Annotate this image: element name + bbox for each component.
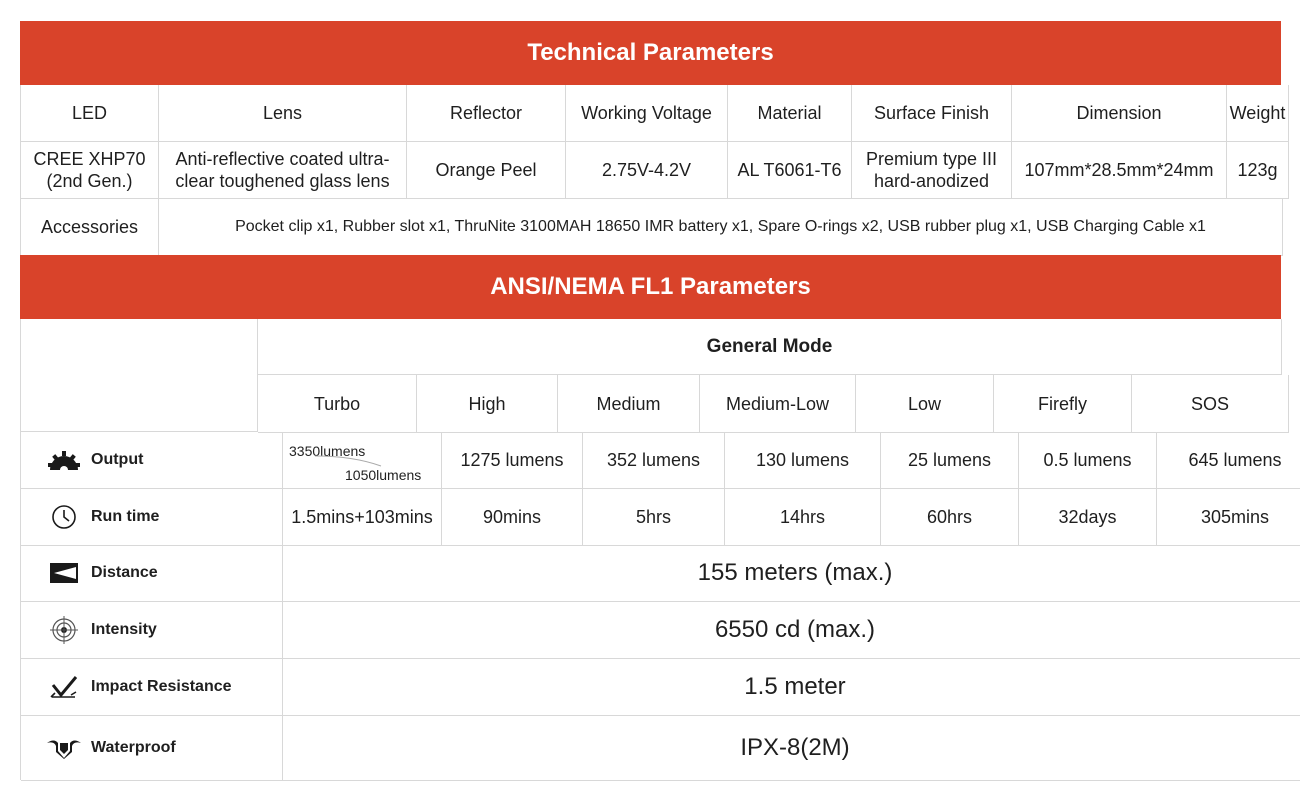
- intensity-value: 6550 cd (max.): [283, 601, 1300, 659]
- value-weight: 123g: [1227, 141, 1289, 199]
- value-dimension: 107mm*28.5mm*24mm: [1012, 141, 1227, 199]
- finish-line2: hard-anodized: [873, 170, 990, 191]
- runtime-turbo: 1.5mins+103mins: [283, 488, 442, 546]
- general-mode-header: General Mode: [258, 319, 1282, 375]
- technical-header-row: [21, 85, 1289, 141]
- runtime-firefly: 32days: [1019, 488, 1157, 546]
- value-finish: [852, 141, 1012, 199]
- technical-table: [20, 85, 1286, 255]
- lens-line2: clear toughened glass lens: [175, 170, 390, 191]
- runtime-medium-low: 14hrs: [725, 488, 881, 546]
- impact-label-cell: [21, 658, 283, 716]
- mode-medium: Medium: [558, 375, 700, 433]
- runtime-high: 90mins: [442, 488, 583, 546]
- intensity-label: Intensity: [91, 620, 157, 638]
- distance-value: 155 meters (max.): [283, 545, 1300, 602]
- runtime-low: 60hrs: [881, 488, 1019, 546]
- accessories-row: [21, 198, 1283, 255]
- distance-icon: [45, 560, 83, 586]
- mode-low: Low: [856, 375, 994, 433]
- runtime-row: [21, 488, 1300, 545]
- output-row: [21, 432, 1300, 488]
- impact-row: [21, 658, 1300, 715]
- mode-high: High: [417, 375, 558, 433]
- output-label-cell: [21, 432, 283, 489]
- finish-line1: Premium type III: [865, 148, 998, 169]
- turbo-output-low: 1050lumens: [345, 467, 422, 483]
- value-voltage: 2.75V-4.2V: [566, 141, 728, 199]
- value-lens: [159, 141, 407, 199]
- intensity-row: [21, 601, 1300, 658]
- intensity-label-cell: [21, 601, 283, 659]
- accessories-value: Pocket clip x1, Rubber slot x1, ThruNite 3100MAH 18650 IMR battery x1, Spare O-rings x2, USB rubber plug x1, USB Charging Cable x1: [159, 198, 1283, 256]
- header-led: LED: [21, 85, 159, 142]
- output-medium-low: 130 lumens: [725, 432, 881, 489]
- mode-sos: SOS: [1132, 375, 1289, 433]
- ansi-table: [20, 319, 1281, 780]
- mode-turbo: Turbo: [258, 375, 417, 433]
- waterproof-row: [21, 715, 1300, 780]
- header-finish: Surface Finish: [852, 85, 1012, 142]
- turbo-output-high: 3350lumens: [289, 443, 366, 459]
- technical-values-row: [21, 141, 1289, 198]
- impact-value: 1.5 meter: [283, 658, 1300, 716]
- technical-parameters-banner: [20, 21, 1281, 85]
- output-turbo: [283, 432, 442, 489]
- distance-label-cell: [21, 545, 283, 602]
- output-low: 25 lumens: [881, 432, 1019, 489]
- ansi-parameters-banner: [20, 255, 1281, 319]
- value-reflector: Orange Peel: [407, 141, 566, 199]
- modes-row: [258, 375, 1289, 432]
- output-high: 1275 lumens: [442, 432, 583, 489]
- lens-line1: Anti-reflective coated ultra-: [175, 148, 390, 169]
- waterproof-value: IPX-8(2M): [283, 715, 1300, 781]
- mode-medium-low: Medium-Low: [700, 375, 856, 433]
- distance-label: Distance: [91, 564, 158, 581]
- waterproof-label-cell: [21, 715, 283, 781]
- gear-icon: [45, 447, 83, 473]
- header-reflector: Reflector: [407, 85, 566, 142]
- runtime-sos: 305mins: [1157, 488, 1300, 546]
- value-led: [21, 141, 159, 199]
- led-line2: (2nd Gen.): [46, 170, 133, 191]
- impact-icon: [45, 674, 83, 700]
- mode-firefly: Firefly: [994, 375, 1132, 433]
- impact-label: Impact Resistance: [91, 677, 232, 695]
- header-dimension: Dimension: [1012, 85, 1227, 142]
- output-medium: 352 lumens: [583, 432, 725, 489]
- header-lens: Lens: [159, 85, 407, 142]
- output-firefly: 0.5 lumens: [1019, 432, 1157, 489]
- header-weight: Weight: [1227, 85, 1289, 142]
- output-label: Output: [91, 451, 144, 468]
- distance-row: [21, 545, 1300, 601]
- accessories-label: Accessories: [21, 198, 159, 256]
- runtime-label-cell: [21, 488, 283, 546]
- waterproof-icon: [45, 735, 83, 761]
- target-icon: [45, 617, 83, 643]
- led-line1: CREE XHP70: [33, 148, 146, 169]
- clock-icon: [45, 504, 83, 530]
- technical-parameters-title: Technical Parameters: [527, 39, 774, 66]
- ansi-parameters-title: ANSI/NEMA FL1 Parameters: [490, 273, 811, 300]
- output-sos: 645 lumens: [1157, 432, 1300, 489]
- runtime-medium: 5hrs: [583, 488, 725, 546]
- header-voltage: Working Voltage: [566, 85, 728, 142]
- value-material: AL T6061-T6: [728, 141, 852, 199]
- runtime-label: Run time: [91, 507, 160, 525]
- waterproof-label: Waterproof: [91, 738, 176, 756]
- corner-cell: [21, 319, 258, 432]
- header-material: Material: [728, 85, 852, 142]
